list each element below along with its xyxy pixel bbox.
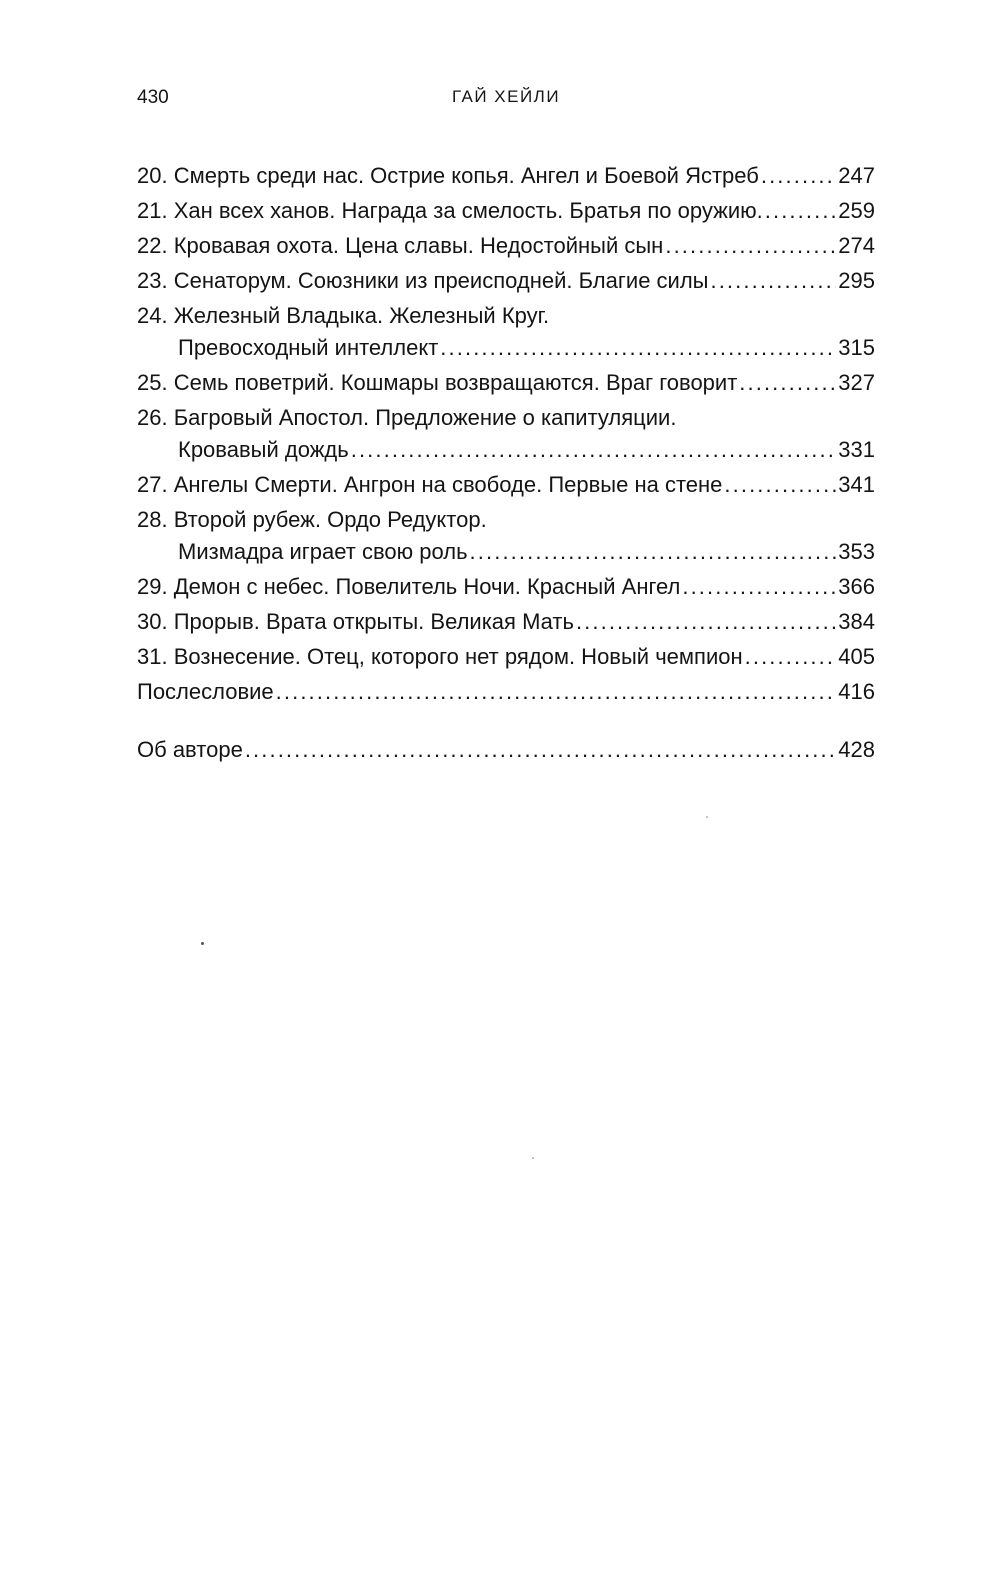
toc-entry-title: Об авторе: [137, 737, 243, 762]
toc-entry: [137, 402, 875, 466]
toc-entry-title: Кровавый дождь: [178, 437, 349, 462]
toc-entry-title: 25. Семь поветрий. Кошмары возвращаются. Враг говорит: [137, 370, 738, 395]
toc-entry: [137, 734, 875, 766]
toc-entry-page-number: 353: [838, 539, 875, 564]
toc-entry-line: [137, 641, 875, 673]
dot-leader: [745, 641, 837, 673]
dot-leader: [665, 230, 836, 262]
toc-entry-page-number: 366: [838, 574, 875, 599]
dot-leader: [710, 265, 836, 297]
dot-leader: [440, 332, 836, 364]
print-speck: [201, 942, 204, 945]
dot-leader: [739, 367, 836, 399]
toc-entry-title: 30. Прорыв. Врата открыты. Великая Мать: [137, 609, 574, 634]
toc-entry-line: [137, 160, 875, 192]
toc-entry: [137, 230, 875, 262]
dot-leader: [765, 195, 837, 227]
toc-entry-line: [137, 676, 875, 708]
toc-entry: [137, 641, 875, 673]
toc-entry-line: [137, 536, 875, 568]
toc-entry-page-number: 327: [838, 370, 875, 395]
toc-entry: [137, 504, 875, 568]
toc-entry-title: Мизмадра играет свою роль: [178, 539, 468, 564]
toc-entry-title-line: 24. Железный Владыка. Железный Круг.: [137, 303, 550, 328]
toc-entry-title: 22. Кровавая охота. Цена славы. Недостойный сын: [137, 233, 664, 258]
toc-entry-title: 20. Смерть среди нас. Острие копья. Ангел и Боевой Ястреб: [137, 163, 759, 188]
toc-entry-page-number: 416: [838, 679, 875, 704]
toc-entry-title: 27. Ангелы Смерти. Ангрон на свободе. Первые на стене: [137, 472, 723, 497]
toc-entry-page-number: 315: [838, 335, 875, 360]
toc-entry-line: [137, 367, 875, 399]
print-speck: [532, 1157, 534, 1159]
print-speck: [706, 816, 708, 818]
dot-leader: [576, 606, 836, 638]
toc-entry: [137, 300, 875, 364]
toc-entry: [137, 469, 875, 501]
toc-entry-page-number: 295: [838, 268, 875, 293]
dot-leader: [245, 734, 836, 766]
toc-entry-title: 23. Сенаторум. Союзники из преисподней. Благие силы: [137, 268, 709, 293]
dot-leader: [276, 676, 837, 708]
toc-entry-line: [137, 230, 875, 262]
toc-entry-line: [137, 734, 875, 766]
toc-entry-page-number: 405: [838, 644, 875, 669]
toc-entry-page-number: 341: [838, 472, 875, 497]
toc-entry-page-number: 384: [838, 609, 875, 634]
toc-entry-page-number: 274: [838, 233, 875, 258]
page-header: [137, 87, 875, 117]
toc-entry: [137, 676, 875, 708]
toc-entry-line: [137, 332, 875, 364]
toc-entry-line: [137, 571, 875, 603]
toc-entry-title-line: 28. Второй рубеж. Ордо Редуктор.: [137, 507, 487, 532]
toc-entry-title: Превосходный интеллект: [178, 335, 439, 360]
toc-entry: [137, 265, 875, 297]
toc-entry: [137, 160, 875, 192]
toc-entry: [137, 606, 875, 638]
toc-entry-page-number: 331: [838, 437, 875, 462]
toc-entry: [137, 195, 875, 227]
dot-leader: [351, 434, 837, 466]
toc-entry-page-number: 247: [838, 163, 875, 188]
toc-entry-title-line: 26. Багровый Апостол. Предложение о капитуляции.: [137, 405, 677, 430]
running-title: ГАЙ ХЕЙЛИ: [451, 87, 561, 106]
toc-entry-title: Послесловие: [137, 679, 274, 704]
table-of-contents: [137, 160, 875, 769]
toc-entry-line: [137, 195, 875, 227]
page-number: 430: [137, 87, 169, 108]
toc-entry-line: [137, 265, 875, 297]
dot-leader: [682, 571, 836, 603]
toc-entry-title: 31. Вознесение. Отец, которого нет рядом. Новый чемпион: [137, 644, 743, 669]
toc-entry: [137, 571, 875, 603]
toc-entry: [137, 367, 875, 399]
dot-leader: [470, 536, 837, 568]
toc-entry-page-number: 259: [838, 198, 875, 223]
dot-leader: [761, 160, 836, 192]
toc-entry-title: 21. Хан всех ханов. Награда за смелость. Братья по оружию.: [137, 198, 763, 223]
toc-entry-line: [137, 606, 875, 638]
toc-entry-line: [137, 434, 875, 466]
toc-entry-page-number: 428: [838, 737, 875, 762]
toc-entry-line: [137, 469, 875, 501]
toc-entry-title: 29. Демон с небес. Повелитель Ночи. Красный Ангел: [137, 574, 681, 599]
dot-leader: [724, 469, 836, 501]
